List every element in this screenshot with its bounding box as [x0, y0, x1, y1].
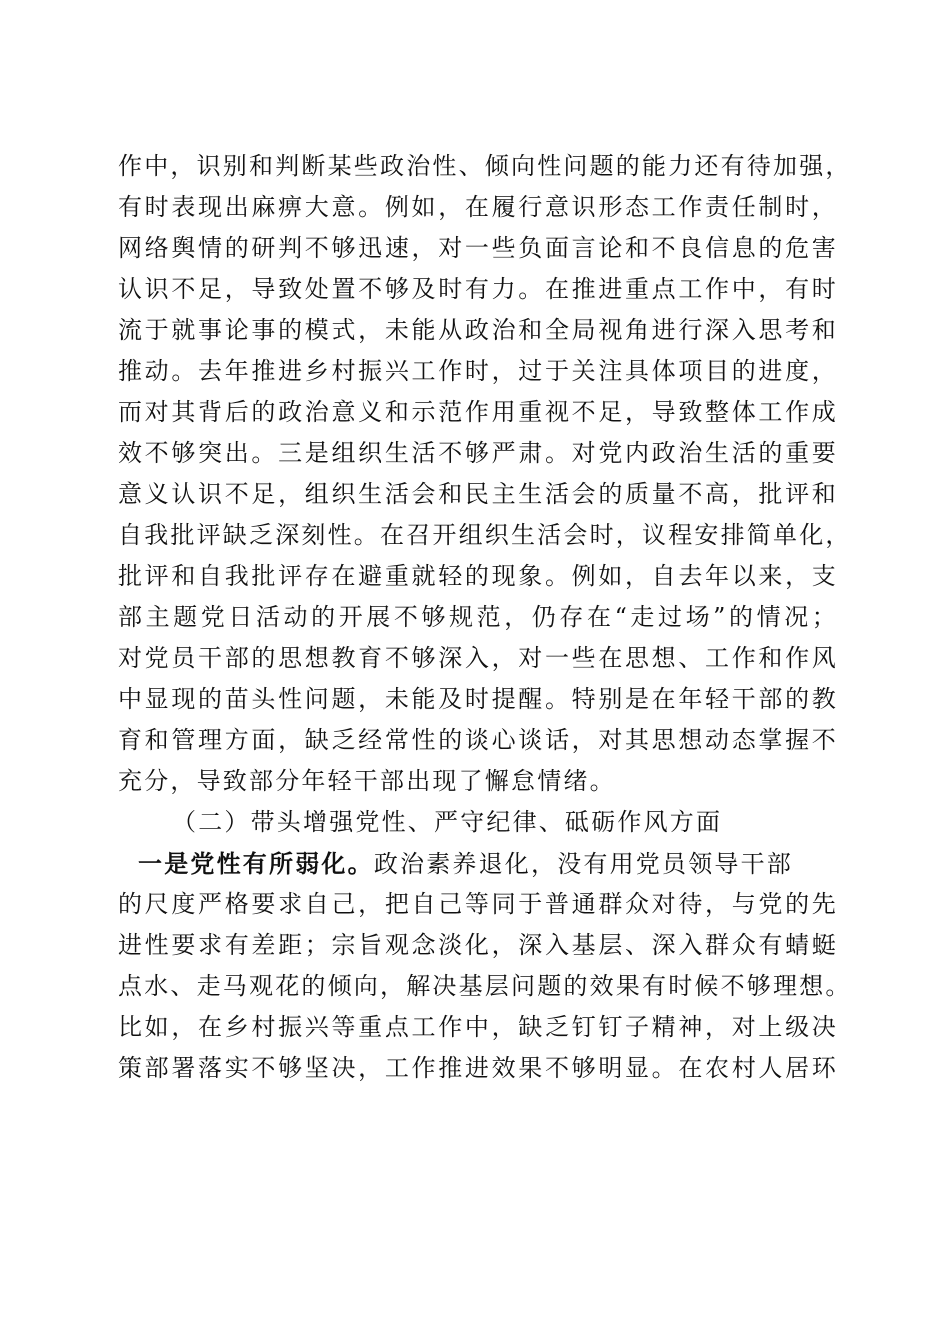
paragraph-line: 比如，在乡村振兴等重点工作中，缺乏钉钉子精神，对上级决 — [118, 1013, 838, 1041]
paragraph-line: 推动。去年推进乡村振兴工作时，过于关注具体项目的进度， — [118, 357, 838, 385]
document-body — [118, 146, 852, 1089]
paragraph-lead-bold: 一是党性有所弱化。 — [138, 849, 374, 878]
paragraph-line: 网络舆情的研判不够迅速，对一些负面言论和不良信息的危害 — [118, 234, 838, 262]
paragraph-line: 批评和自我批评存在避重就轻的现象。例如，自去年以来，支 — [118, 562, 838, 590]
paragraph-first-line — [118, 843, 838, 884]
paragraph-line: 中显现的苗头性问题，未能及时提醒。特别是在年轻干部的教 — [118, 685, 838, 713]
paragraph-line: 点水、走马观花的倾向，解决基层问题的效果有时候不够理想。 — [118, 972, 852, 1000]
paragraph-line: 育和管理方面，缺乏经常性的谈心谈话，对其思想动态掌握不 — [118, 726, 838, 754]
paragraph-line: 作中，识别和判断某些政治性、倾向性问题的能力还有待加强， — [118, 152, 852, 180]
paragraph-line: 认识不足，导致处置不够及时有力。在推进重点工作中，有时 — [118, 275, 838, 303]
paragraph-line: 效不够突出。三是组织生活不够严肃。对党内政治生活的重要 — [118, 439, 838, 467]
paragraph-line: 的尺度严格要求自己，把自己等同于普通群众对待，与党的先 — [118, 890, 838, 918]
paragraph-line: 流于就事论事的模式，未能从政治和全局视角进行深入思考和 — [118, 316, 838, 344]
paragraph-line: 对党员干部的思想教育不够深入，对一些在思想、工作和作风 — [118, 644, 838, 672]
paragraph-line: 意义认识不足，组织生活会和民主生活会的质量不高，批评和 — [118, 480, 838, 508]
paragraph-line: 充分，导致部分年轻干部出现了懈怠情绪。 — [118, 767, 616, 795]
paragraph-line: 有时表现出麻痹大意。例如，在履行意识形态工作责任制时， — [118, 193, 838, 221]
section-heading: （二）带头增强党性、严守纪律、砥砺作风方面 — [172, 808, 723, 836]
paragraph-line: 策部署落实不够坚决，工作推进效果不够明显。在农村人居环 — [118, 1054, 838, 1082]
paragraph-line: 部主题党日活动的开展不够规范，仍存在“走过场”的情况； — [118, 603, 838, 631]
paragraph-line: 自我批评缺乏深刻性。在召开组织生活会时，议程安排简单化， — [118, 521, 852, 549]
paragraph-first-rest: 政治素养退化，没有用党员领导干部 — [373, 850, 794, 878]
paragraph-line: 而对其背后的政治意义和示范作用重视不足，导致整体工作成 — [118, 398, 838, 426]
paragraph-line: 进性要求有差距；宗旨观念淡化，深入基层、深入群众有蜻蜓 — [118, 931, 838, 959]
